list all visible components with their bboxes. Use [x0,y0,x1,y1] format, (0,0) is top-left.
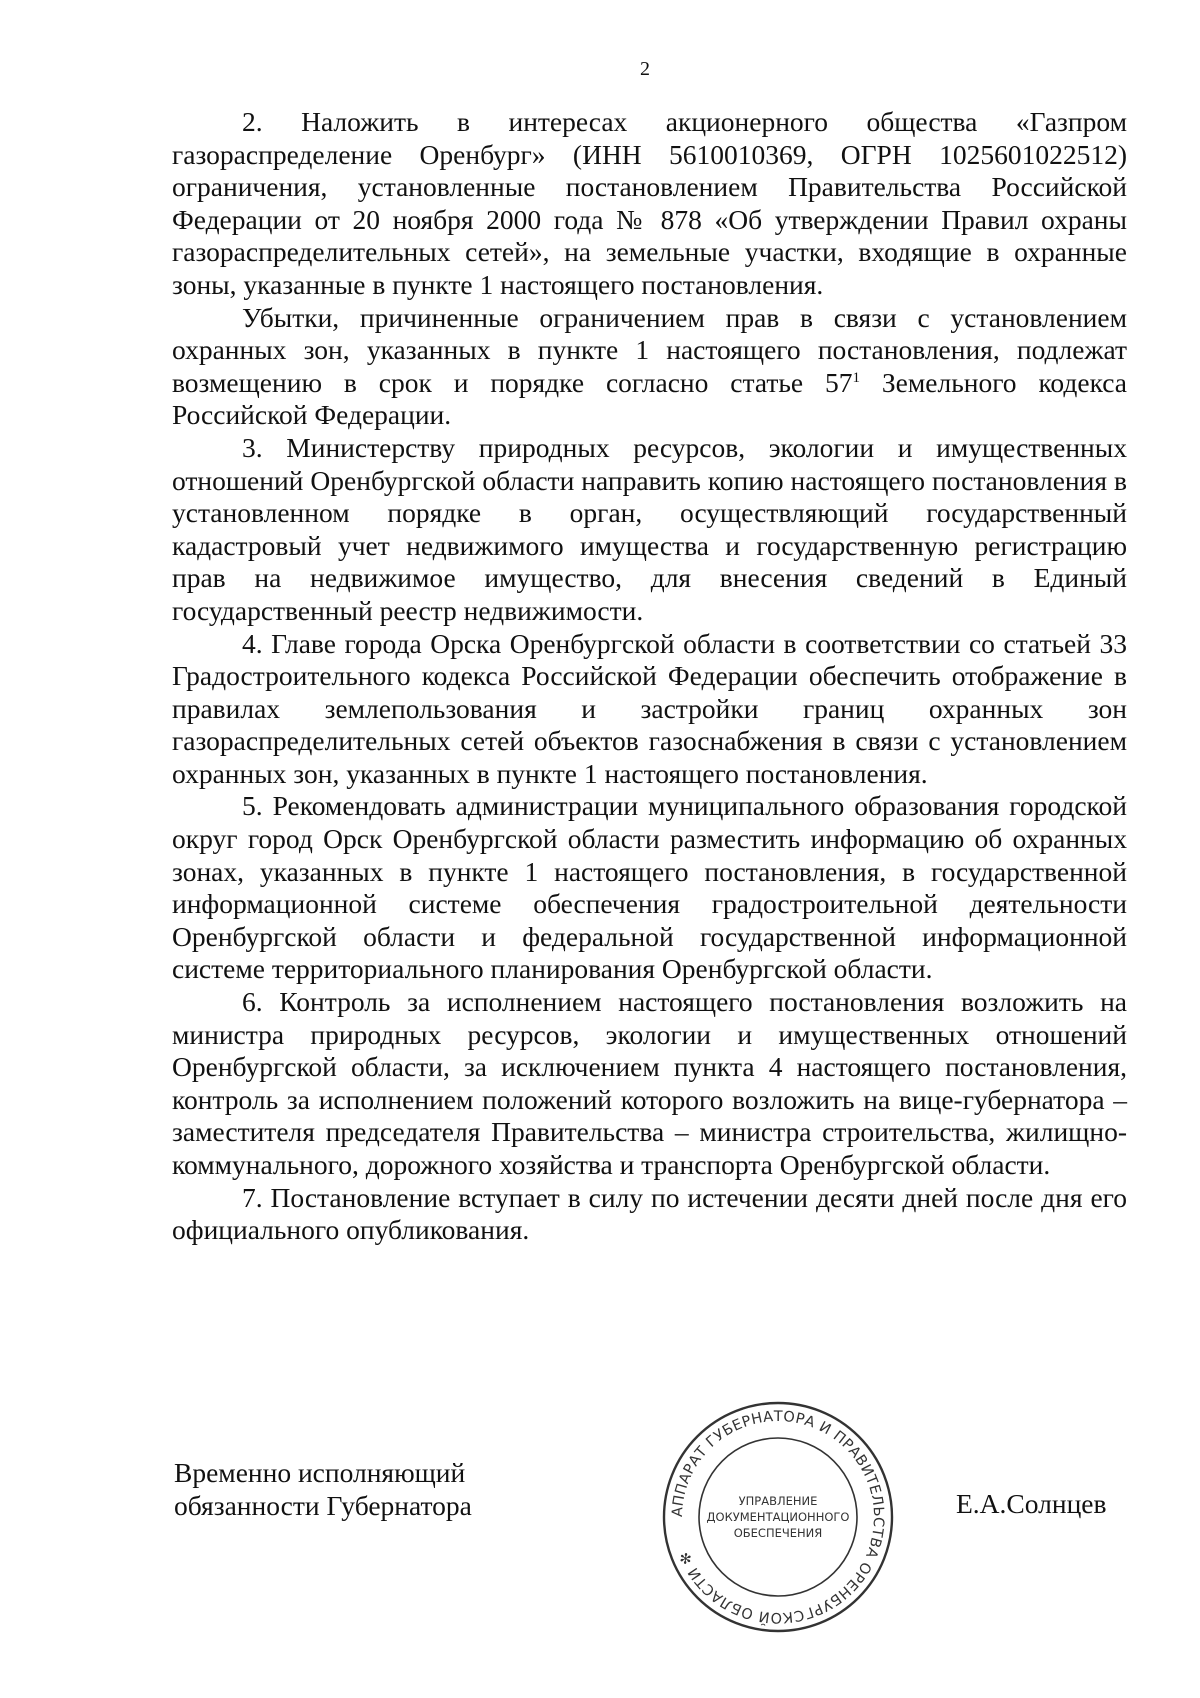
document-body [172,106,1127,1247]
paragraph-3: 3. Министерству природных ресурсов, экологии и имущественных отношений Оренбургской области направить копию настоящего постановления в установленном порядке в орган, осуществляющий государственный кадастровый учет недвижимого имущества и государственную регистрацию прав на недвижимое имущество, для внесения сведений в Единый государственный реестр недвижимости. [172,431,1127,626]
signer-position-line1: Временно исполняющий [174,1457,466,1488]
paragraph-4: 4. Главе города Орска Оренбургской области в соответствии со статьей 33 Градостроительного кодекса Российской Федерации обеспечить отображение в правилах землепользования и застройки границ охранных зон газораспределительных сетей объектов газоснабжения в связи с установлением охранных зон, указанных в пункте 1 настоящего постановления. [172,627,1127,789]
stamp-center-line3: ОБЕСПЕЧЕНИЯ [733,1526,823,1540]
paragraph-5: 5. Рекомендовать администрации муниципального образования городской округ город Орск Оренбургской области разместить информацию об охранных зонах, указанных в пункте 1 настоящего постановления, в государственной информационной системе обеспечения градостроительной деятельности Оренбургской области и федеральной государственной информационной системе территориального планирования Оренбургской области. [172,790,1127,985]
paragraph-2: 2. Наложить в интересах акционерного общества «Газпром газораспределение Оренбург» (ИНН 5610010369, ОГРН 1025601022512) ограничения, установленные постановлением Правительства Российской Федерации от 20 ноября 2000 года № 878 «Об утверждении Правил охраны газораспределительных сетей», на земельные участки, входящие в охранные зоны, указанные в пункте 1 настоящего постановления. [172,106,1127,300]
paragraph-losses [172,302,1127,432]
stamp-center-line1: УПРАВЛЕНИЕ [738,1494,818,1508]
paragraph-7: 7. Постановление вступает в силу по истечении десяти дней после дня его официального опубликования. [172,1181,1127,1246]
paragraph-losses-tail: Земельного кодекса Российской Федерации. [172,366,1127,431]
signer-name: Е.А.Солнцев [956,1488,1107,1519]
stamp-outer-text: АППАРАТ ГУБЕРНАТОРА И ПРАВИТЕЛЬСТВА ОРЕНБУРГСКОЙ ОБЛАСТИ ✻ [669,1408,887,1626]
paragraph-6: 6. Контроль за исполнением настоящего постановления возложить на министра природных ресурсов, экологии и имущественных отношений Оренбургской области, за исключением пункта 4 настоящего постановления, контроль за исполнением положений которого возложить на вице-губернатора – заместителя председателя Правительства – министра строительства, жилищно-коммунального, дорожного хозяйства и транспорта Оренбургской области. [172,986,1127,1180]
paragraph-losses-text: Убытки, причиненные ограничением прав в связи с установлением охранных зон, указанных в пункте 1 настоящего постановления, подлежат возмещению в срок и порядке согласно статье 57 [172,301,1127,398]
signer-position-line2: обязанности Губернатора [174,1490,472,1521]
page-number: 2 [640,58,650,80]
stamp-center-line2: ДОКУМЕНТАЦИОННОГО [706,1510,850,1524]
article-superscript: 1 [852,369,860,386]
official-stamp [658,1397,898,1637]
signer-position [174,1456,472,1522]
